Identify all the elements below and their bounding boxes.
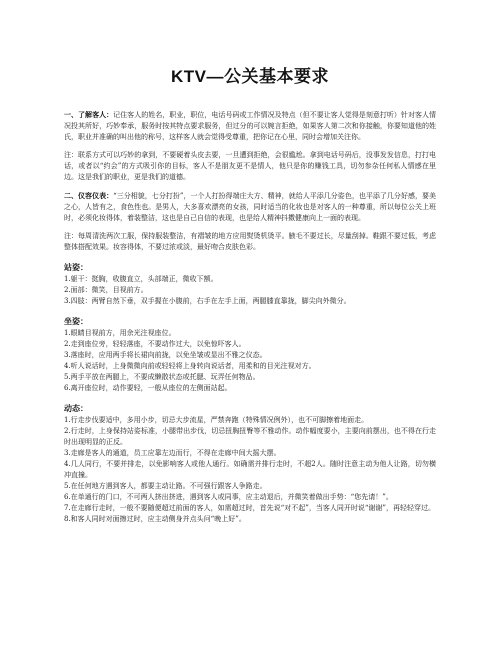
list-item: 1.行走步伐要适中，多用小步，切忌大步流星，严禁奔跑（特殊情况例外），也不可脚擦着地面走。 <box>64 416 369 424</box>
section-standing <box>64 262 436 307</box>
paragraph-appearance <box>64 190 436 224</box>
paragraph-text: 注：每周清洗两次工服，保持服装整洁，有褶皱的地方应用熨烫机烫平。腋毛不要过长，尽量刮掉。鞋跟不要过低，考虑整体搭配效果。妆容得体，不要过浓或淡，最好吻合皮肤色彩。 <box>64 232 436 251</box>
section-heading: 站姿： <box>64 262 88 272</box>
list-item: 6.离开座位时，动作要轻，一般从座位的左侧面站起。 <box>64 384 232 392</box>
section-movement <box>64 403 436 525</box>
section-sitting <box>64 316 436 394</box>
list-item: 3.四肢：两臂自然下垂，双手握在小腹前，右手在左手上面，两腿膝直靠拢，脚尖向外微分。 <box>64 297 351 305</box>
list-item: 1.躯干：挺胸，收腹直立，头部端正，微收下额。 <box>64 275 218 283</box>
paragraph-lead: 一、了解客人： <box>64 110 114 119</box>
paragraph-contact-note <box>64 150 436 183</box>
list-item: 2.走到座位旁，轻轻落座，不要动作过大，以免惊吓客人。 <box>64 340 246 348</box>
list-item: 5.两手平放在两腿上，不要成懒散状态或托腮、玩弄任何物品。 <box>64 373 260 381</box>
paragraph-text: 记住客人的姓名，职业，职位，电话号码或工作情况及特点（但不要让客人觉得是刻意打听）针对客人情况投其所好，巧妙奉承，服务时按其特点要求服务，但过分的可以婉言拒绝，如果客人第二次和你接触，你要知道他的姓氏，职业并准确的叫出他的称号，这样客人就会觉得受尊重，把你记在心里，同时会增加关注你。 <box>64 111 437 141</box>
list-item: 5.在任何地方遇到客人，都要主动让路。不可强行跟客人争路走。 <box>64 482 267 490</box>
list-item: 2.面部：微笑，目视前方。 <box>64 286 148 294</box>
list-item: 4.几人同行，不要并排走，以免影响客人或他人通行。如确需并排行走时，不超2人。随时注意主动为他人让路，切勿横冲直撞。 <box>64 460 436 479</box>
list-item: 6.在单通行的门口，不可两人挤出挤进，遇到客人或同事，应主动退后，并微笑着做出手势：“您先请！”。 <box>64 493 393 501</box>
list-item: 3.落座时，应用两手将长裙向前拢，以免坐皱或显出不雅之仪态。 <box>64 351 267 359</box>
list-item: 4.听人说话时，上身微微向前或轻轻将上身转向说话者，用柔和的目光注视对方。 <box>64 362 316 370</box>
list-item: 2.行走时，上身保持站姿标准，小腿带出步伐，切忌扭胸扭臀等不雅动作。动作幅度要小，主要向前摆出，也不得在行走时出现明显的正反。 <box>64 427 436 446</box>
paragraph-text: “三分相貌，七分打扮”，一个人打扮得端庄大方、精神，就给人平添几分姿色，也平添了几分好感，要美之心，人皆有之，食色性也。是男人，大多喜欢漂亮的女孩，同时适当的化妆也是对客人的一种尊重，所以每位公关上班时，必须化妆得体，着装整洁，这也是自己自信的表现，也是给人精神抖擞健康向上一面的表现。 <box>64 192 437 222</box>
document-title: KTV—公关基本要求 <box>171 67 329 86</box>
paragraph-lead: 二、仪容仪表： <box>64 191 114 200</box>
paragraph-appearance-note <box>64 231 436 253</box>
section-heading: 坐姿： <box>64 316 88 326</box>
paragraph-know-guests <box>64 109 436 143</box>
list-item: 1.眼睛目视前方，用余光注视座位。 <box>64 329 176 337</box>
list-item: 7.在走廊行走时，一般不要随便超过前面的客人，如需超过时，首先说“对不起”，当客人同开时说“谢谢”，再轻轻穿过。 <box>64 504 435 512</box>
list-item: 8.和客人同时对面擦过时，应主动侧身并点头问“晚上好”。 <box>64 515 246 523</box>
list-item: 3.走廊是客人的通道，员工应靠左边而行，不得在走廊中间大摇大摆。 <box>64 449 281 457</box>
paragraph-text: 注：联系方式可以巧妙的拿到，不要硬着头皮去要，一旦遭到拒绝，会很尴尬。拿到电话号码后，没事发发信息，打打电话，或者以“约会”的方式吸引你的目标，客人不是朋友更不是情人，他只是你的赚钱工具，切勿参杂任何私人情感在里边。这是我们的职业，更是我们的道德。 <box>64 151 436 181</box>
section-heading: 动态： <box>64 403 88 413</box>
